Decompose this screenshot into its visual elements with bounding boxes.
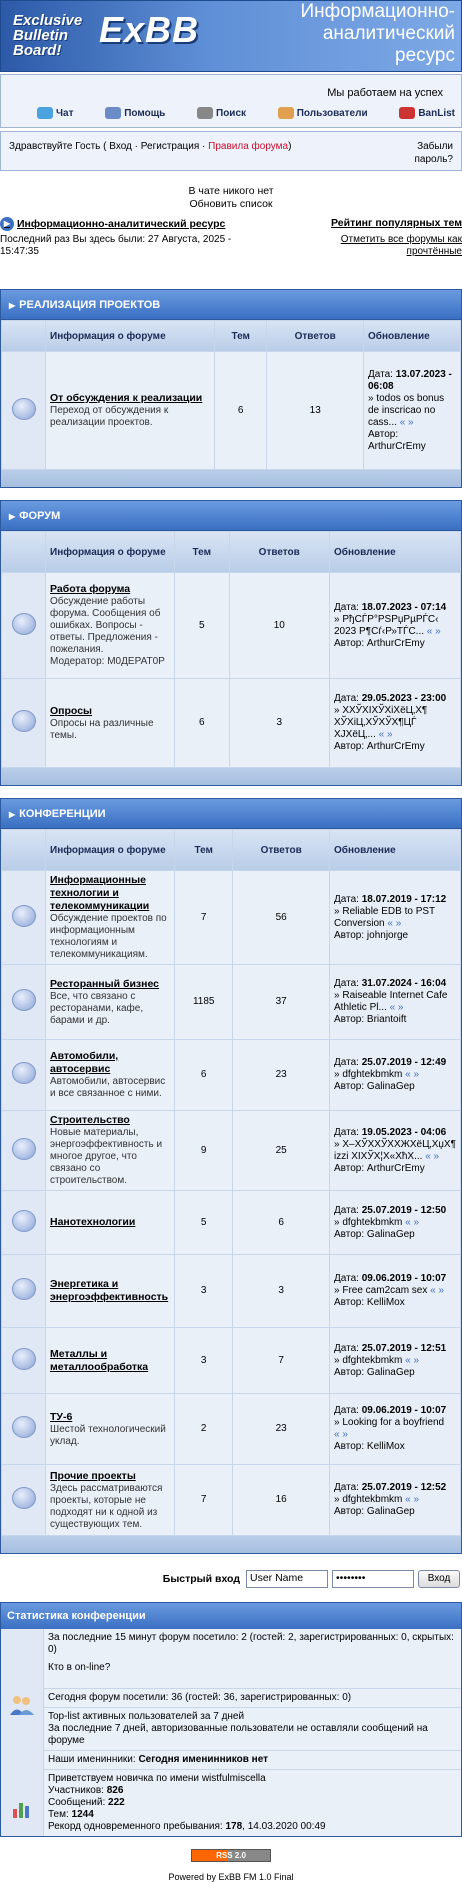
topic-count: 7 — [175, 871, 232, 964]
powered-text: Powered by — [168, 1872, 216, 1882]
forum-description: Переход от обсуждения к реализации проектов. — [50, 405, 169, 428]
topic-count: 3 — [175, 1255, 232, 1327]
forum-title-link[interactable]: Автомобили, автосервис — [50, 1050, 119, 1075]
rss-badge[interactable]: RSS 2.0 — [191, 1849, 271, 1862]
col-topics: Тем — [175, 532, 229, 572]
forum-description: Шестой технологический уклад. — [50, 1423, 166, 1447]
last-topic-link[interactable]: ХХЎХІХЎХіХёЦ‚Х¶ ХЎХіЦ‚ХЎХЎХ¶ЦЃ ХЈХёЦ‚... — [334, 705, 428, 740]
date-label: Дата: — [334, 693, 359, 704]
posts-label: Сообщений: — [48, 1797, 106, 1808]
quick-login — [0, 1568, 462, 1590]
forum-status-icon — [12, 613, 36, 635]
last-topic-link[interactable]: dfghtekbmkm — [342, 1354, 403, 1366]
greeting-text: Здравствуйте Гость ( — [9, 141, 107, 152]
forum-row — [2, 1040, 460, 1110]
goto-icon[interactable]: « » — [426, 625, 441, 637]
topic-count: 3 — [175, 1328, 232, 1393]
category-title: РЕАЛИЗАЦИЯ ПРОЕКТОВ — [19, 299, 161, 311]
col-icon — [2, 830, 45, 870]
reply-count: 56 — [233, 871, 329, 964]
last-post-author[interactable]: johnjorge — [366, 929, 409, 941]
forum-row — [2, 1328, 460, 1393]
quick-login-label: Быстрый вход — [162, 1573, 240, 1585]
topic-count: 5 — [175, 573, 229, 678]
top-list-text: За последние 7 дней, авторизованные пользователи не оставляли сообщений на форуме — [48, 1723, 428, 1746]
forum-title-link[interactable]: ТУ-6 — [50, 1410, 73, 1423]
forum-status-icon — [12, 1138, 36, 1160]
triangle-icon: ▶ — [9, 512, 16, 521]
menu-item-label: Пользователи — [296, 107, 368, 119]
goto-icon[interactable]: « » — [405, 1494, 420, 1505]
login-button[interactable]: Вход — [418, 1570, 460, 1588]
main-menu — [37, 107, 455, 119]
slogan: Мы работаем на успех — [327, 87, 443, 99]
record-label: Рекорд одновременного пребывания: — [48, 1821, 223, 1832]
col-topics: Тем — [175, 830, 232, 870]
menu-item-0[interactable] — [37, 107, 74, 119]
forum-description: Здесь рассматриваются проекты, которые не подходят ни к одной из существующих тем. — [50, 1482, 163, 1530]
author-label: Автор: — [334, 741, 365, 752]
last-post-author[interactable]: ArthurCrEmy — [368, 440, 426, 452]
last-topic-link[interactable]: Reliable EDB to PST Conversion — [334, 905, 435, 929]
menu-item-3[interactable] — [278, 107, 368, 119]
logo-small-text: Exclusive Bulletin Board! — [13, 12, 83, 59]
col-icon — [2, 321, 45, 351]
double-arrow-icon: » — [334, 1354, 340, 1366]
last-post-author[interactable]: Briantoift — [366, 1014, 407, 1025]
category-title: ФОРУМ — [19, 510, 61, 522]
double-arrow-icon: » — [334, 1494, 340, 1505]
forum-categories — [0, 289, 462, 1554]
reply-count: 3 — [230, 679, 330, 767]
chat-icon — [37, 107, 53, 119]
last-topic-link[interactable]: Looking for a boyfriend — [342, 1417, 445, 1428]
double-arrow-icon: » — [334, 1138, 340, 1150]
last-post-author[interactable]: ArthurCrEmy — [366, 741, 425, 752]
last-post-date: 25.07.2019 - 12:49 — [361, 1057, 447, 1068]
last-topic-link[interactable]: todos os bonus de inscricao no cass... — [368, 392, 445, 428]
forum-status-icon — [12, 905, 36, 927]
double-arrow-icon: » — [334, 1285, 340, 1296]
forum-row — [2, 1465, 460, 1535]
goto-icon[interactable]: « » — [405, 1354, 420, 1366]
powered-link[interactable]: ExBB FM 1.0 Final — [218, 1872, 294, 1882]
newest-user-link[interactable]: wistfulmiscella — [201, 1773, 266, 1784]
date-label: Дата: — [334, 1482, 359, 1493]
separator: · — [202, 141, 206, 152]
last-post-author[interactable]: KelliMox — [366, 1441, 405, 1452]
col-updated: Обновление — [330, 532, 460, 572]
menu-item-label: Чат — [56, 107, 74, 119]
chat-status-text: В чате никого нет — [188, 185, 274, 197]
forum-row — [2, 1111, 460, 1190]
reply-count: 13 — [267, 352, 363, 469]
goto-icon[interactable]: « » — [334, 1429, 348, 1440]
reply-count: 23 — [233, 1040, 329, 1110]
forum-description: Опросы на различные темы. — [50, 717, 154, 741]
refresh-list-link[interactable]: Обновить список — [189, 198, 273, 210]
category-block — [0, 798, 462, 1554]
col-forum-info: Информация о форуме — [46, 321, 214, 351]
forum-title-link[interactable]: Прочие проекты — [50, 1469, 136, 1482]
menu-item-2[interactable] — [197, 107, 246, 119]
date-label: Дата: — [334, 601, 359, 613]
author-label: Автор: — [334, 1228, 365, 1240]
last-post-date: 19.05.2023 - 04:06 — [361, 1126, 447, 1138]
date-label: Дата: — [334, 893, 359, 905]
stats-panel — [0, 1602, 462, 1837]
topic-count: 6 — [175, 1040, 232, 1110]
search-icon — [197, 107, 213, 119]
double-arrow-icon: » — [334, 613, 340, 625]
topics-label: Тем: — [48, 1809, 69, 1820]
date-label: Дата: — [368, 368, 393, 380]
category-header[interactable] — [1, 501, 461, 531]
register-link[interactable]: Регистрация — [140, 141, 200, 152]
date-label: Дата: — [334, 1204, 359, 1216]
last-post-date: 18.07.2019 - 17:12 — [361, 893, 447, 905]
username-input[interactable]: User Name — [246, 1570, 328, 1588]
last-post-date: 25.07.2019 - 12:51 — [361, 1342, 447, 1354]
forum-row — [2, 1255, 460, 1327]
double-arrow-icon: » — [368, 392, 374, 404]
category-header[interactable] — [1, 290, 461, 320]
chat-status — [0, 185, 462, 211]
forum-title-link[interactable]: От обсуждения к реализации — [50, 392, 203, 404]
last-post-date: 29.05.2023 - 23:00 — [361, 693, 447, 704]
forum-row — [2, 1394, 460, 1464]
author-label: Автор: — [334, 1506, 365, 1517]
forum-title-link[interactable]: Строительство — [50, 1114, 130, 1126]
logo-big-text: ExBB — [99, 9, 200, 50]
last-post-author[interactable]: GalinaGep — [366, 1506, 415, 1517]
goto-icon[interactable]: « » — [378, 729, 393, 740]
last-topic-link[interactable]: Х–ХЎХХЎХХЖХёЦ‚ХџХ¶ izzi ХІХЎХ¦Х«ХћХ... — [334, 1138, 456, 1162]
rules-link[interactable]: Правила форума — [208, 141, 289, 152]
popular-topics-link[interactable]: Рейтинг популярных тем — [331, 217, 462, 229]
author-label: Автор: — [334, 1297, 365, 1308]
author-label: Автор: — [334, 1441, 365, 1452]
welcome-label: Приветствуем новичка по имени — [48, 1773, 200, 1784]
reply-count: 7 — [233, 1328, 329, 1393]
goto-icon[interactable]: « » — [389, 1002, 404, 1013]
who-online-link[interactable]: Кто в on-line? — [48, 1662, 111, 1673]
forum-description: Автомобили, автосервис и все связанное с ними. — [50, 1076, 166, 1099]
last-topic-link[interactable]: РђСЃР°РЅРџРµРЃС‹ 2023 Р¶Сѓ‹Р»ТЃС... — [334, 613, 439, 637]
posts-count: 222 — [108, 1797, 125, 1808]
category-footer — [1, 768, 461, 785]
logo[interactable] — [3, 3, 203, 69]
category-title: КОНФЕРЕНЦИИ — [19, 808, 106, 820]
last-post-date: 09.06.2019 - 10:07 — [361, 1273, 447, 1284]
members-label: Участников: — [48, 1785, 104, 1796]
last-post-date: 31.07.2024 - 16:04 — [361, 978, 447, 989]
author-label: Автор: — [334, 1081, 365, 1092]
reply-count: 16 — [233, 1465, 329, 1535]
forum-title-link[interactable]: Информационные технологии и телекоммуникации — [50, 874, 150, 912]
double-arrow-icon: » — [334, 905, 340, 917]
date-label: Дата: — [334, 1126, 359, 1138]
topic-count: 6 — [175, 679, 229, 767]
triangle-icon: ▶ — [9, 301, 16, 310]
online-15min: За последние 15 минут форум посетило: 2 (гостей: 2, зарегистрированных: 0, скрытых: 0) — [48, 1632, 454, 1655]
goto-icon[interactable]: « » — [430, 1285, 445, 1296]
forum-moderator: Модератор: М0ДЕРАТ0Р — [50, 656, 165, 667]
forum-title-link[interactable]: Энергетика и энергоэффективность — [50, 1278, 169, 1303]
forum-row — [2, 1191, 460, 1254]
last-post-date: 25.07.2019 - 12:50 — [361, 1204, 447, 1216]
triangle-icon: ▶ — [9, 810, 16, 819]
date-label: Дата: — [334, 1405, 359, 1416]
separator: · — [134, 141, 139, 152]
last-post-author[interactable]: GalinaGep — [366, 1366, 415, 1378]
forum-status-icon — [12, 989, 36, 1011]
date-label: Дата: — [334, 1057, 359, 1068]
topic-count: 1185 — [175, 965, 232, 1039]
forum-title-link[interactable]: Ресторанный бизнес — [50, 977, 160, 990]
forum-status-icon — [12, 398, 36, 420]
reply-count: 3 — [233, 1255, 329, 1327]
reply-count: 10 — [230, 573, 330, 678]
forum-description: Обсуждение проектов по информационным технологиям и телекоммуникациям. — [50, 913, 167, 960]
col-replies: Ответов — [233, 830, 329, 870]
breadcrumb-home[interactable]: Информационно-аналитический ресурс — [17, 218, 226, 230]
forum-row — [2, 352, 460, 469]
col-replies: Ответов — [230, 532, 330, 572]
today-visitors: Сегодня форум посетили: 36 (гостей: 36, зарегистрированных: 0) — [44, 1689, 461, 1708]
forum-status-icon — [12, 710, 36, 732]
last-post-author[interactable]: ArthurCrEmy — [366, 637, 425, 649]
author-label: Автор: — [334, 1014, 365, 1025]
goto-icon[interactable]: « » — [405, 1216, 420, 1228]
double-arrow-icon: » — [334, 1069, 340, 1080]
author-label: Автор: — [334, 1366, 365, 1378]
powered-by — [0, 1872, 462, 1882]
top-list-title: Top-list активных пользователей за 7 дней — [48, 1711, 245, 1722]
double-arrow-icon: » — [334, 705, 340, 716]
category-header[interactable] — [1, 799, 461, 829]
menu-item-label: BanList — [418, 107, 455, 119]
category-block — [0, 289, 462, 488]
forum-status-icon — [12, 1278, 36, 1300]
forum-status-icon — [12, 1062, 36, 1084]
nav-row — [0, 217, 462, 277]
last-post-date: 25.07.2019 - 12:52 — [361, 1482, 447, 1493]
reply-count: 25 — [233, 1111, 329, 1190]
help-icon — [105, 107, 121, 119]
arrow-icon: ▶ — [0, 217, 14, 231]
author-label: Автор: — [334, 637, 365, 649]
topics-count: 1244 — [71, 1809, 94, 1820]
forum-row — [2, 965, 460, 1039]
last-topic-link[interactable]: Free cam2cam sex — [342, 1285, 428, 1296]
last-visit: Последний раз Вы здесь были: 27 Августа, 2025 - 15:47:35 — [0, 234, 232, 257]
date-label: Дата: — [334, 978, 359, 989]
stats-chart-icon — [1, 1781, 43, 1836]
forum-status-icon — [12, 1348, 36, 1370]
login-link[interactable]: Вход — [109, 141, 132, 152]
col-updated: Обновление — [330, 830, 460, 870]
birthday-label: Наши именинники: — [48, 1754, 136, 1765]
site-title: Информационно-аналитический ресурс — [300, 1, 455, 66]
last-post-author[interactable]: GalinaGep — [366, 1228, 415, 1240]
last-post-date: 09.06.2019 - 10:07 — [361, 1405, 447, 1416]
author-label: Автор: — [368, 428, 399, 440]
last-topic-link[interactable]: Raiseable Internet Cafe Athletic Pl... — [334, 990, 448, 1013]
col-replies: Ответов — [267, 321, 363, 351]
reply-count: 37 — [233, 965, 329, 1039]
col-topics: Тем — [215, 321, 266, 351]
mark-all-read-link[interactable]: Отметить все форумы как прочтённые — [340, 234, 462, 257]
menu-item-1[interactable] — [105, 107, 165, 119]
forum-title-link[interactable]: Работа форума — [50, 583, 131, 595]
topic-count: 5 — [175, 1191, 232, 1254]
toolbar — [0, 74, 462, 128]
date-label: Дата: — [334, 1342, 359, 1354]
users-online-icon — [1, 1629, 43, 1781]
double-arrow-icon: » — [334, 1216, 340, 1228]
reply-count: 6 — [233, 1191, 329, 1254]
last-post-author[interactable]: GalinaGep — [366, 1081, 415, 1092]
col-forum-info: Информация о форуме — [46, 532, 174, 572]
forum-status-icon — [12, 1210, 36, 1232]
double-arrow-icon: » — [334, 990, 340, 1001]
users-icon — [278, 107, 294, 119]
members-count: 826 — [106, 1785, 124, 1796]
topic-count: 2 — [175, 1394, 232, 1464]
forum-row — [2, 871, 460, 964]
topic-count: 9 — [175, 1111, 232, 1190]
topic-count: 7 — [175, 1465, 232, 1535]
forum-title-link[interactable]: Металлы и металлообработка — [50, 1347, 149, 1373]
goto-icon[interactable]: « » — [387, 917, 402, 929]
menu-item-label: Поиск — [216, 107, 247, 119]
last-topic-link[interactable]: dfghtekbmkm — [342, 1216, 403, 1228]
last-topic-link[interactable]: dfghtekbmkm — [342, 1069, 403, 1080]
col-icon — [2, 532, 45, 572]
last-post-author[interactable]: ArthurCrEmy — [366, 1162, 425, 1174]
forum-description: Все, что связано с ресторанами, кафе, барами и др. — [50, 990, 144, 1026]
goto-icon[interactable]: « » — [399, 416, 414, 428]
col-forum-info: Информация о форуме — [46, 830, 174, 870]
last-post-date: 13.07.2023 - 06:08 — [368, 368, 452, 392]
password-input[interactable]: •••••••• — [332, 1570, 414, 1588]
reply-count: 23 — [233, 1394, 329, 1464]
last-post-author[interactable]: KelliMox — [366, 1297, 405, 1308]
forum-status-icon — [12, 1416, 36, 1438]
topic-count: 6 — [215, 352, 266, 469]
goto-icon[interactable]: « » — [405, 1069, 420, 1080]
forum-status-icon — [12, 1487, 36, 1509]
forum-description: Новые материалы, энергоэффективность и многое другое, что связано со строительством. — [50, 1127, 163, 1186]
forum-title-link[interactable]: Опросы — [50, 704, 93, 717]
last-post-date: 18.07.2023 - 07:14 — [361, 601, 447, 613]
menu-item-label: Помощь — [124, 107, 166, 119]
header — [0, 0, 462, 72]
forum-title-link[interactable]: Нанотехнологии — [50, 1216, 136, 1228]
category-footer — [1, 1536, 461, 1553]
stats-title: Статистика конференции — [1, 1603, 461, 1629]
forum-row — [2, 679, 460, 767]
record-count: 178 — [225, 1821, 243, 1832]
birthday-value: Сегодня именинников нет — [138, 1754, 269, 1765]
banlist-icon — [399, 107, 415, 119]
col-updated: Обновление — [364, 321, 460, 351]
greeting-panel — [0, 131, 462, 171]
date-label: Дата: — [334, 1273, 359, 1284]
greeting-close: ) — [288, 141, 292, 152]
record-date: , 14.03.2020 00:49 — [242, 1821, 326, 1832]
menu-item-4[interactable] — [399, 107, 455, 119]
forum-row — [2, 573, 460, 678]
author-label: Автор: — [334, 1162, 365, 1174]
forum-description: Обсуждение работы форума. Сообщения об ошибках. Вопросы - ответы. Предложения - пожелания. — [50, 596, 161, 655]
double-arrow-icon: » — [334, 1417, 340, 1428]
category-footer — [1, 470, 461, 487]
category-block — [0, 500, 462, 786]
last-topic-link[interactable]: dfghtekbmkm — [342, 1494, 403, 1505]
goto-icon[interactable]: « » — [425, 1150, 440, 1162]
author-label: Автор: — [334, 929, 365, 941]
forgot-password-link[interactable]: Забыли пароль? — [414, 141, 453, 165]
